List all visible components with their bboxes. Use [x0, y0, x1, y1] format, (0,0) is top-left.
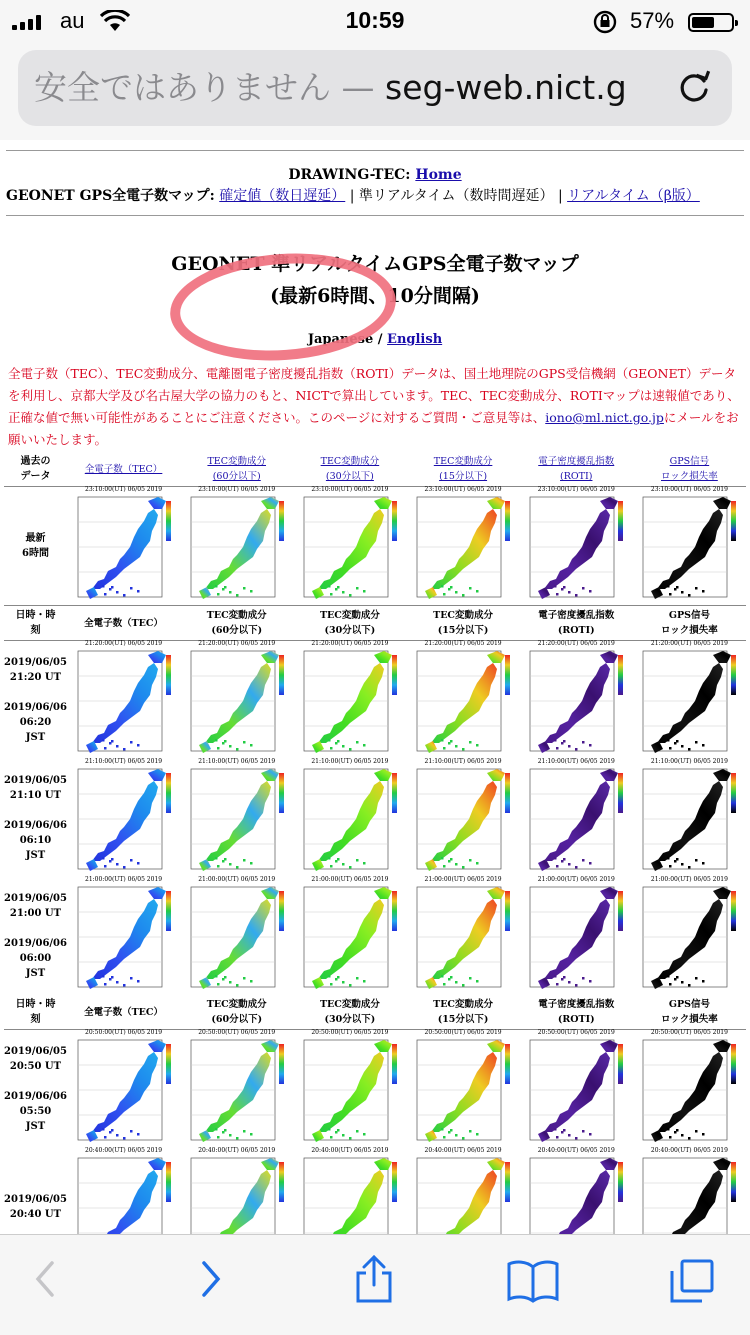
- forward-icon[interactable]: [196, 1259, 226, 1299]
- tec-map-image[interactable]: [411, 493, 515, 603]
- row-datetime: 2019/06/05 21:10 UT 2019/06/06 06:10 JST: [4, 775, 67, 861]
- table-row: [4, 759, 746, 877]
- column-header: 全電子数（TEC）: [84, 617, 163, 629]
- tec-map-image[interactable]: [72, 765, 176, 875]
- divider: [6, 215, 744, 216]
- tec-map-image[interactable]: [637, 647, 741, 757]
- map-timestamp: 21:00:00(UT) 06/05 2019: [198, 876, 276, 883]
- nav-map-links: [0, 185, 750, 205]
- map-timestamp: 21:10:00(UT) 06/05 2019: [85, 758, 163, 765]
- map-thumbnail[interactable]: [185, 1148, 289, 1234]
- past-data-link[interactable]: TEC変動成分 (30分以下): [320, 456, 380, 482]
- tec-map-image[interactable]: [524, 647, 628, 757]
- nav-separator: |: [557, 188, 563, 204]
- map-timestamp: 21:10:00(UT) 06/05 2019: [311, 758, 389, 765]
- row-label: 日時・時 刻: [4, 995, 67, 1030]
- map-timestamp: 20:40:00(UT) 06/05 2019: [537, 1147, 615, 1154]
- column-header: 全電子数（TEC）: [84, 1006, 163, 1018]
- table-row: [4, 1148, 746, 1234]
- language-switch: [0, 332, 750, 347]
- map-thumbnail[interactable]: [298, 1030, 402, 1148]
- tec-map-image[interactable]: [411, 1154, 515, 1234]
- map-timestamp: 21:00:00(UT) 06/05 2019: [650, 876, 728, 883]
- map-timestamp: 20:40:00(UT) 06/05 2019: [85, 1147, 163, 1154]
- row-datetime: 2019/06/05 20:50 UT 2019/06/06 05:50 JST: [4, 1046, 67, 1132]
- browser-address-area: [0, 42, 750, 140]
- map-timestamp: 20:40:00(UT) 06/05 2019: [311, 1147, 389, 1154]
- column-header: GPS信号 ロック損失率: [661, 999, 718, 1025]
- map-thumbnail[interactable]: [524, 1148, 628, 1234]
- row-datetime: 2019/06/05 21:20 UT 2019/06/06 06:20 JST: [4, 657, 67, 743]
- tec-map-table: [4, 452, 746, 1234]
- notice-body: 全電子数（TEC）、TEC変動成分、電離圏電子密度擾乱指数（ROTI）データは、国土地理院のGPS受信機網（GEONET）データを利用し、京都大学及び名古屋大学の協力のもと、NICTで算出しています。TEC、TEC変動成分、ROTIマップは速報値であり、正確な値で無い可能性があることにご注意ください。このページに対するご質問・ご意見等は、: [8, 366, 740, 425]
- column-header-row: [4, 995, 746, 1030]
- back-icon[interactable]: [30, 1259, 60, 1299]
- tec-map-image[interactable]: [298, 1154, 402, 1234]
- tec-map-image[interactable]: [411, 765, 515, 875]
- map-thumbnail[interactable]: [185, 1030, 289, 1148]
- past-data-link[interactable]: TEC変動成分 (15分以下): [433, 456, 493, 482]
- map-thumbnail[interactable]: [411, 1030, 515, 1148]
- nav-title-prefix: DRAWING-TEC:: [288, 167, 411, 183]
- divider: [6, 150, 744, 151]
- tec-map-image[interactable]: [72, 1036, 176, 1146]
- tec-map-image[interactable]: [411, 883, 515, 993]
- status-time: 10:59: [345, 7, 405, 33]
- table-row: [4, 877, 746, 995]
- language-current: Japanese /: [307, 332, 383, 347]
- tec-map-image[interactable]: [298, 765, 402, 875]
- map-thumbnail[interactable]: [185, 641, 289, 759]
- map-thumbnail[interactable]: [411, 1148, 515, 1234]
- map-timestamp: 21:10:00(UT) 06/05 2019: [650, 758, 728, 765]
- column-header: TEC変動成分 (30分以下): [319, 610, 380, 636]
- tec-map-image[interactable]: [72, 493, 176, 603]
- tec-map-image[interactable]: [411, 1036, 515, 1146]
- past-data-link[interactable]: GPS信号 ロック損失率: [661, 456, 718, 482]
- map-timestamp: 21:20:00(UT) 06/05 2019: [85, 640, 163, 647]
- map-thumbnail[interactable]: [637, 1148, 741, 1234]
- tec-map-image[interactable]: [185, 1036, 289, 1146]
- bookmarks-icon[interactable]: [506, 1259, 560, 1303]
- map-thumbnail[interactable]: [72, 877, 176, 995]
- top-nav: [0, 167, 750, 205]
- tec-map-image[interactable]: [72, 1154, 176, 1234]
- latest-label: 最新 6時間: [22, 533, 49, 559]
- map-thumbnail[interactable]: [524, 641, 628, 759]
- map-timestamp: 20:50:00(UT) 06/05 2019: [424, 1029, 502, 1036]
- column-header: TEC変動成分 (15分以下): [433, 610, 493, 636]
- tec-map-image[interactable]: [524, 883, 628, 993]
- column-header: 電子密度擾乱指数 (ROTI): [538, 999, 615, 1025]
- tec-map-image[interactable]: [637, 883, 741, 993]
- notice-text: [8, 363, 742, 451]
- share-icon[interactable]: [352, 1255, 396, 1305]
- nav-map-prefix: GEONET GPS全電子数マップ:: [6, 188, 215, 204]
- column-header: TEC変動成分 (60分以下): [206, 999, 267, 1025]
- map-timestamp: 21:00:00(UT) 06/05 2019: [537, 876, 615, 883]
- english-link[interactable]: English: [387, 332, 443, 347]
- carrier-name: au: [60, 8, 85, 33]
- home-link[interactable]: Home: [415, 167, 462, 183]
- map-timestamp: 23:10:00(UT) 06/05 2019: [424, 486, 502, 493]
- past-data-row: [4, 452, 746, 487]
- map-timestamp: 23:10:00(UT) 06/05 2019: [85, 486, 163, 493]
- row-datetime: 2019/06/05 20:40 UT: [4, 1194, 67, 1220]
- map-timestamp: 20:40:00(UT) 06/05 2019: [424, 1147, 502, 1154]
- map-thumbnail[interactable]: [72, 1148, 176, 1234]
- map-timestamp: 20:50:00(UT) 06/05 2019: [311, 1029, 389, 1036]
- tec-map-image[interactable]: [298, 883, 402, 993]
- map-timestamp: 21:10:00(UT) 06/05 2019: [424, 758, 502, 765]
- column-header: TEC変動成分 (30分以下): [319, 999, 380, 1025]
- map-timestamp: 21:20:00(UT) 06/05 2019: [424, 640, 502, 647]
- past-data-link[interactable]: TEC変動成分 (60分以下): [207, 456, 266, 482]
- map-thumbnail[interactable]: [411, 487, 515, 605]
- url-separator: —: [341, 68, 375, 107]
- map-thumbnail[interactable]: [637, 641, 741, 759]
- browser-toolbar: [0, 1234, 750, 1335]
- map-timestamp: 21:20:00(UT) 06/05 2019: [650, 640, 728, 647]
- tec-map-image[interactable]: [185, 647, 289, 757]
- map-thumbnail[interactable]: [72, 1030, 176, 1148]
- column-header-row: [4, 606, 746, 641]
- map-thumbnail[interactable]: [524, 487, 628, 605]
- map-thumbnail[interactable]: [524, 1030, 628, 1148]
- tec-map-image[interactable]: [298, 647, 402, 757]
- map-thumbnail[interactable]: [298, 759, 402, 877]
- map-thumbnail[interactable]: [185, 877, 289, 995]
- map-thumbnail[interactable]: [298, 641, 402, 759]
- nav-separator: |: [349, 188, 355, 204]
- insecure-label: 安全ではありません: [34, 68, 331, 107]
- status-bar: [0, 0, 750, 42]
- tec-map-image[interactable]: [185, 493, 289, 603]
- map-thumbnail[interactable]: [411, 759, 515, 877]
- tec-map-image[interactable]: [185, 765, 289, 875]
- table-row: [4, 1030, 746, 1149]
- tec-map-image[interactable]: [411, 647, 515, 757]
- battery-percent: 57%: [630, 8, 675, 33]
- row-datetime: 2019/06/05 21:00 UT 2019/06/06 06:00 JST: [4, 893, 67, 979]
- map-thumbnail[interactable]: [637, 759, 741, 877]
- tec-map-image[interactable]: [524, 765, 628, 875]
- nav-title: [0, 167, 750, 183]
- row-label: 過去の データ: [4, 452, 67, 487]
- row-label: 日時・時 刻: [4, 606, 67, 641]
- map-timestamp: 21:20:00(UT) 06/05 2019: [311, 640, 389, 647]
- map-thumbnail[interactable]: [298, 877, 402, 995]
- map-timestamp: 23:10:00(UT) 06/05 2019: [537, 486, 615, 493]
- tec-map-image[interactable]: [298, 1036, 402, 1146]
- tec-map-image[interactable]: [637, 1154, 741, 1234]
- map-timestamp: 20:50:00(UT) 06/05 2019: [198, 1029, 276, 1036]
- map-timestamp: 20:50:00(UT) 06/05 2019: [537, 1029, 615, 1036]
- address-bar[interactable]: [18, 50, 732, 126]
- map-thumbnail[interactable]: [411, 877, 515, 995]
- past-data-link[interactable]: 全電子数（TEC）: [84, 463, 163, 475]
- map-thumbnail[interactable]: [298, 1148, 402, 1234]
- url-text: seg-web.nict.g: [385, 68, 627, 107]
- map-thumbnail[interactable]: [637, 877, 741, 995]
- map-timestamp: 20:40:00(UT) 06/05 2019: [650, 1147, 728, 1154]
- page-title-line1: GEONET 準リアルタイムGPS全電子数マップ: [171, 253, 579, 275]
- page-title: [0, 248, 750, 312]
- map-thumbnail[interactable]: [185, 759, 289, 877]
- map-timestamp: 21:20:00(UT) 06/05 2019: [537, 640, 615, 647]
- tec-map-image[interactable]: [637, 1036, 741, 1146]
- map-timestamp: 21:00:00(UT) 06/05 2019: [424, 876, 502, 883]
- tec-map-image[interactable]: [637, 765, 741, 875]
- map-timestamp: 20:40:00(UT) 06/05 2019: [198, 1147, 276, 1154]
- map-thumbnail[interactable]: [524, 759, 628, 877]
- table-row: [4, 641, 746, 760]
- map-timestamp: 21:00:00(UT) 06/05 2019: [311, 876, 389, 883]
- tec-map-image[interactable]: [524, 1036, 628, 1146]
- map-thumbnail[interactable]: [72, 759, 176, 877]
- map-thumbnail[interactable]: [637, 1030, 741, 1148]
- realtime-beta-link[interactable]: リアルタイム（β版）: [567, 188, 700, 204]
- tec-map-image[interactable]: [185, 883, 289, 993]
- map-thumbnail[interactable]: [185, 487, 289, 605]
- map-timestamp: 21:10:00(UT) 06/05 2019: [198, 758, 276, 765]
- map-thumbnail[interactable]: [637, 487, 741, 605]
- notice-end: にメールをお願いいたします。: [8, 410, 739, 447]
- web-page: [0, 140, 750, 1234]
- tec-map-image[interactable]: [72, 647, 176, 757]
- confirmed-values-link[interactable]: 確定値（数日遅延）: [219, 188, 346, 204]
- map-thumbnail[interactable]: [72, 641, 176, 759]
- column-header: GPS信号 ロック損失率: [661, 610, 718, 636]
- near-realtime-label: 準リアルタイム（数時間遅延）: [358, 188, 554, 204]
- map-timestamp: 23:10:00(UT) 06/05 2019: [650, 486, 728, 493]
- reload-icon[interactable]: [674, 68, 714, 108]
- tec-map-image[interactable]: [637, 493, 741, 603]
- email-link[interactable]: iono@ml.nict.go.jp: [545, 410, 664, 425]
- tec-map-image[interactable]: [524, 493, 628, 603]
- past-data-link[interactable]: 電子密度擾乱指数 (ROTI): [538, 456, 615, 482]
- tec-map-image[interactable]: [185, 1154, 289, 1234]
- page-title-line2: (最新6時間、10分間隔): [270, 285, 480, 307]
- tec-map-image[interactable]: [72, 883, 176, 993]
- tec-map-image[interactable]: [298, 493, 402, 603]
- column-header: TEC変動成分 (60分以下): [206, 610, 267, 636]
- map-thumbnail[interactable]: [411, 641, 515, 759]
- map-timestamp: 21:00:00(UT) 06/05 2019: [85, 876, 163, 883]
- column-header: 電子密度擾乱指数 (ROTI): [538, 610, 615, 636]
- column-header: TEC変動成分 (15分以下): [433, 999, 493, 1025]
- map-thumbnail[interactable]: [298, 487, 402, 605]
- map-timestamp: 21:10:00(UT) 06/05 2019: [537, 758, 615, 765]
- table-row: [4, 487, 746, 606]
- tabs-icon[interactable]: [668, 1257, 716, 1305]
- map-timestamp: 20:50:00(UT) 06/05 2019: [650, 1029, 728, 1036]
- map-timestamp: 23:10:00(UT) 06/05 2019: [198, 486, 276, 493]
- map-timestamp: 21:20:00(UT) 06/05 2019: [198, 640, 276, 647]
- orientation-lock-icon: [592, 9, 618, 35]
- map-timestamp: 23:10:00(UT) 06/05 2019: [311, 486, 389, 493]
- map-timestamp: 20:50:00(UT) 06/05 2019: [85, 1029, 163, 1036]
- map-thumbnail[interactable]: [72, 487, 176, 605]
- map-thumbnail[interactable]: [524, 877, 628, 995]
- battery-icon: [688, 13, 734, 32]
- tec-map-image[interactable]: [524, 1154, 628, 1234]
